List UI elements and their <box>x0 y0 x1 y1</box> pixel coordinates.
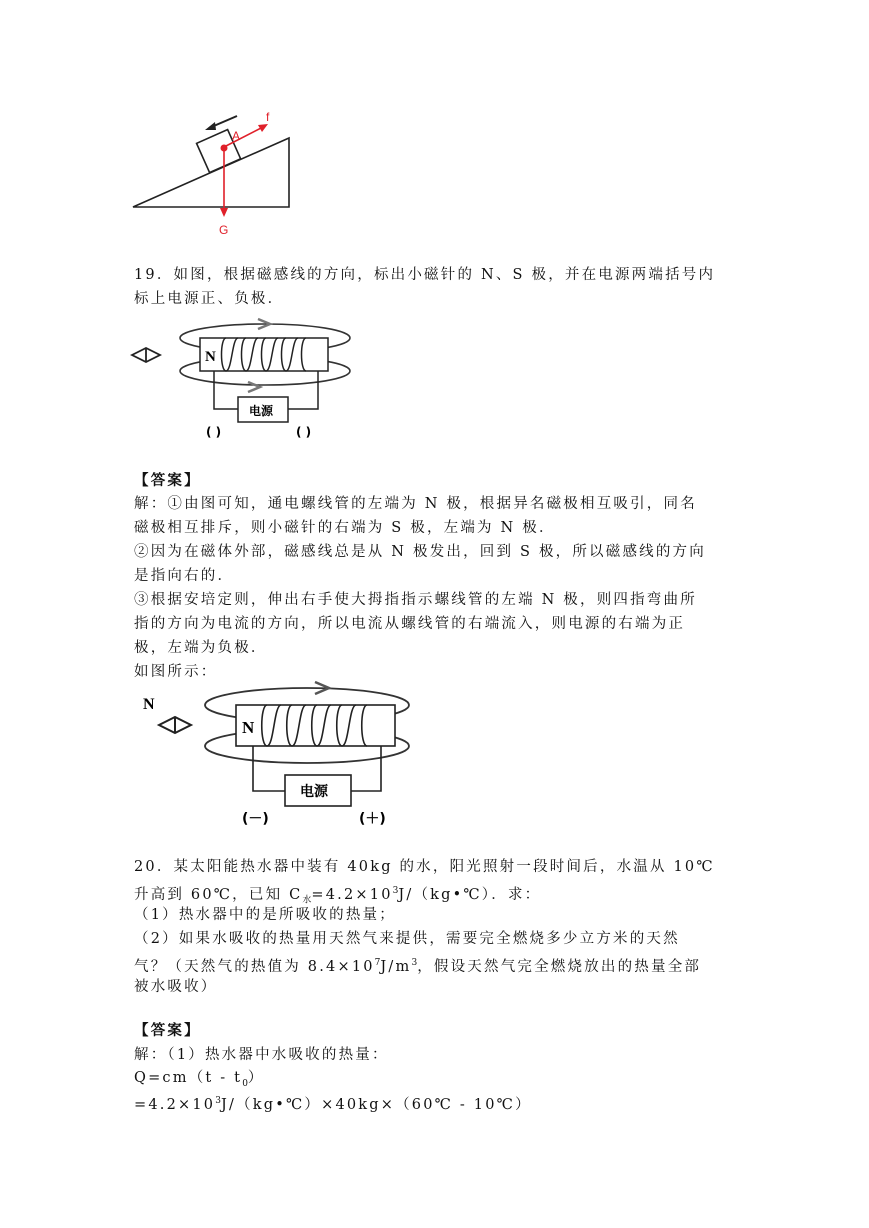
q20-line5: 气？（天然气的热值为 $8.4\times 10^7J/m^3$，假设天然气完全燃烧放出的热量全部 <box>134 958 702 975</box>
q20-answer-title: 【答案】 <box>134 1022 201 1039</box>
bracket-positive: (＋) <box>359 811 386 827</box>
q20-line6: 被水吸收） <box>134 979 218 995</box>
q19-answer-line1: 解：①由图可知，通电螺线管的左端为 N 极，根据异名磁极相互吸引，同名 <box>134 496 697 512</box>
q19-answer-line3: ②因为在磁体外部，磁感线总是从 N 极发出，回到 S 极，所以磁感线的方向 <box>134 544 706 560</box>
needle-label-n: N <box>143 696 155 713</box>
circuit-wire-right <box>288 371 318 409</box>
q20-answer-line1: 解：（1）热水器中水吸收的热量： <box>134 1047 389 1063</box>
bracket-right: ( ) <box>296 425 312 439</box>
q20-answer-line2: $Q=cm(t - t_0)$ <box>134 1070 265 1089</box>
gravity-arrowhead <box>220 208 228 217</box>
q19-text-line2: 标上电源正、负极． <box>134 291 285 307</box>
label-g: G <box>219 223 229 237</box>
label-a: A <box>232 129 241 143</box>
coil-label-n: N <box>205 349 216 365</box>
q20-line1: 20．某太阳能热水器中装有 40kg 的水，阳光照射一段时间后，水温从 10℃ <box>134 859 715 875</box>
power-label: 电源 <box>249 404 274 418</box>
q19-answer-line8: 如图所示： <box>134 664 218 680</box>
circuit-wire-left-answer <box>253 746 285 791</box>
q19-answer-line2: 磁极相互排斥，则小磁针的右端为 S 极，左端为 N 极． <box>134 520 556 536</box>
q20-line2: 升高到 60℃，已知 $C_水=4.2\times 10^3J/(kg•℃)$．求： <box>134 886 542 906</box>
solenoid-core-answer <box>236 705 395 746</box>
center-of-mass <box>221 145 228 152</box>
q19-answer-line5: ③根据安培定则，伸出右手使大拇指指示螺线管的左端 N 极，则四指弯曲所 <box>134 592 697 608</box>
q19-answer-title: 【答案】 <box>134 472 201 489</box>
label-f: f <box>266 110 270 124</box>
q20-answer-line3: $=4.2\times 10^3J/(kg•℃)\times 40kg\times(60℃$ - 10℃） <box>134 1096 532 1113</box>
solenoid-answer-figure <box>135 680 425 830</box>
q19-text-line1: 19．如图，根据磁感线的方向，标出小磁针的 N、S 极，并在电源两端括号内 <box>134 267 716 283</box>
coil-label-n-answer: N <box>242 718 255 737</box>
circuit-wire-left <box>214 371 238 409</box>
q19-answer-line4: 是指向右的． <box>134 568 235 584</box>
bracket-negative: (－) <box>242 811 269 827</box>
solenoid-figure <box>130 316 360 441</box>
q19-answer-line6: 指的方向为电流的方向，所以电流从螺线管的右端流入，则电源的右端为正 <box>134 616 686 632</box>
q19-answer-line7: 极，左端为负极． <box>134 640 268 656</box>
field-arrow-bottom <box>248 382 260 392</box>
motion-arrowhead <box>205 122 216 130</box>
q20-line4: （2）如果水吸收的热量用天然气来提供，需要完全燃烧多少立方米的天然 <box>134 931 680 947</box>
solenoid-core <box>200 338 328 371</box>
incline-figure <box>125 105 305 240</box>
circuit-wire-right-answer <box>351 746 381 791</box>
power-label-answer: 电源 <box>300 784 328 800</box>
bracket-left: ( ) <box>206 425 222 439</box>
q20-line3: （1）热水器中的是所吸收的热量； <box>134 907 396 923</box>
